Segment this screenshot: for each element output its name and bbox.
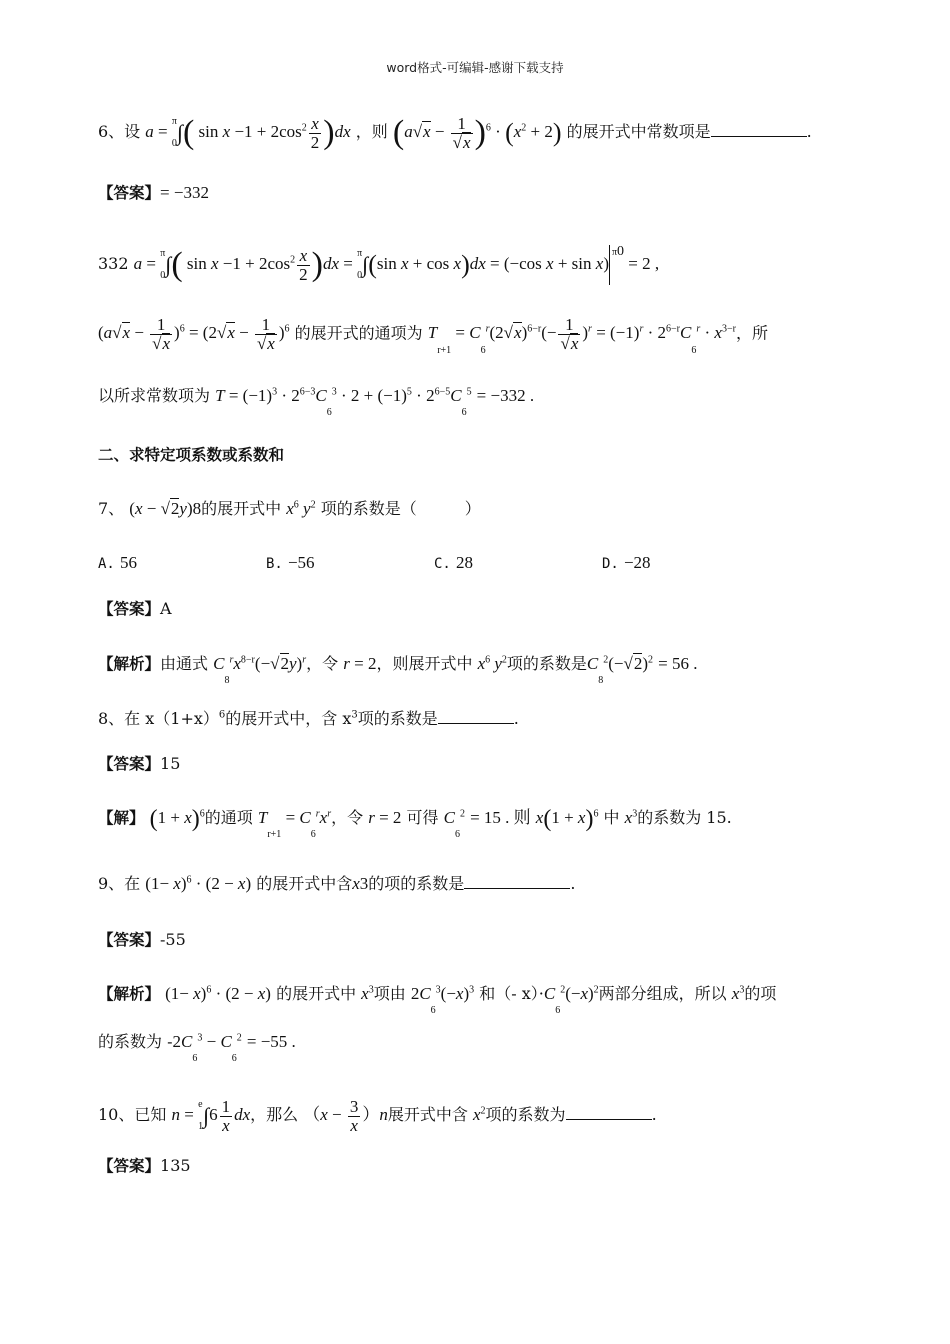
answer-blank — [711, 120, 807, 137]
formula-a-integral: a = π 0 ∫( $\sin x -1 + 2\cos^2$ $\frac{x}{2}$ )dx — [145, 113, 351, 152]
solution-7: 【解析】由通式 $C_8^rx^{8-r}(-√2y)^r$，令 r = 2，则展开式中 $x^6$ $y^2$项的系数是$C_8^2(-√2)^2 = 56$ . — [98, 654, 698, 687]
solution-9-line1: 【解析】 $(1- x)^6 \cdot (2 - x)$ 的展开式中 $x^3$项由 $2C_6^3(-x)^3$ 和（- $x)\cdot C_6^2(-x)^2$两部分组成，所以 $x^3$的项 — [98, 984, 777, 1017]
question-7: 7、 (x − √2y)8的展开式中 $x^6$ $y^2$ 项的系数是（ ） — [98, 499, 481, 518]
answer-blank — [464, 872, 570, 889]
solution-8: 【解】 $(1 + x)^6$的通项 $T_{r+1} = C_6^rx^r$，令 r = 2 可得 $C_6^2 = 15$ . 则 $x(1 + x)^6$ 中 $x^3$的系数为 15. — [98, 806, 732, 841]
option-b[interactable]: B. −56 — [266, 553, 315, 572]
question-9: 9、在 $(1- x)^6 \cdot (2 - x)$ 的展开式中含x3的项的系数是 . — [98, 874, 576, 893]
question-8: 8、在 $x(1+x)^6$的展开式中，含 $x^3$项的系数是 . — [98, 709, 519, 728]
formula-integral-eval: a = π 0 ∫( $\sin x -1 + 2\cos^2$ $\frac{x}{2}$ )dx = π 0 ∫(sin x + cos x)dx = (−cos x + sin x)π0 = 2 , — [133, 244, 660, 284]
question-6: 6、设 a = π 0 ∫( $\sin x -1 + 2\cos^2$ $\frac{x}{2}$ )dx ，则 (a√x − $\frac{1}{√x}$ )$^6 \cdot (x^2 + 2)$ 的展开式中常数项是 . — [98, 113, 812, 152]
solution-9-line2: 的系数为 $-2C_6^3 - C_6^2 = -55$ . — [98, 1032, 296, 1065]
option-c[interactable]: C. 28 — [434, 553, 473, 572]
option-d[interactable]: D. −28 — [602, 553, 651, 572]
answer-blank — [566, 1103, 652, 1120]
solution-6-line3: 以所求常数项为 $T = (-1)^3 \cdot 2^{6-3}C_6^3 \cdot 2 + (-1)^5 \cdot 2^{6-5}C_6^5 = -332$ . — [98, 386, 535, 419]
page-header: word格式-可编辑-感谢下载支持 — [386, 60, 564, 75]
option-a[interactable]: A. 56 — [98, 553, 137, 572]
solution-6-line1: 332 a = π 0 ∫( $\sin x -1 + 2\cos^2$ $\frac{x}{2}$ )dx = π 0 ∫(sin x + cos x)dx = (−cos x + sin x)π0 = 2 , — [98, 244, 660, 284]
answer-9: 【答案】-55 — [98, 930, 186, 949]
answer-8: 【答案】15 — [98, 754, 181, 773]
answer-7: 【答案】A — [98, 599, 172, 618]
question-7-options — [98, 550, 852, 577]
formula-binomial-6: (a√x − $\frac{1}{√x}$ )$^6 \cdot (x^2 + 2)$ — [392, 113, 562, 152]
answer-10: 【答案】135 — [98, 1156, 191, 1175]
section-heading: 二、求特定项系数或系数和 — [98, 446, 285, 464]
answer-blank — [438, 707, 514, 724]
formula-general-term: (a√x − $\frac{1}{√x}$ )$^6$ = (2√x − $\frac{1}{√x}$ )$^6$ — [98, 315, 290, 353]
answer-6: 【答案】= −332 — [98, 183, 209, 202]
question-10: 10、已知 n = e 1 ∫6 $\frac{1}{x}$ dx，那么 （x − $\frac{3}{x}$ ）n展开式中含 $x^2$项的系数为 . — [98, 1096, 657, 1135]
solution-6-line2: (a√x − $\frac{1}{√x}$ )$^6$ = (2√x − $\frac{1}{√x}$ )$^6$ 的展开式的通项为 $T_{r+1} = C_6^r(2√x)^{6-r}(-$ $\frac{1}{√x}$ )$^r = (-1)^r \cdot 2^{6-r}C_6^r \cdot x^{3-r}$，所 — [98, 315, 768, 356]
